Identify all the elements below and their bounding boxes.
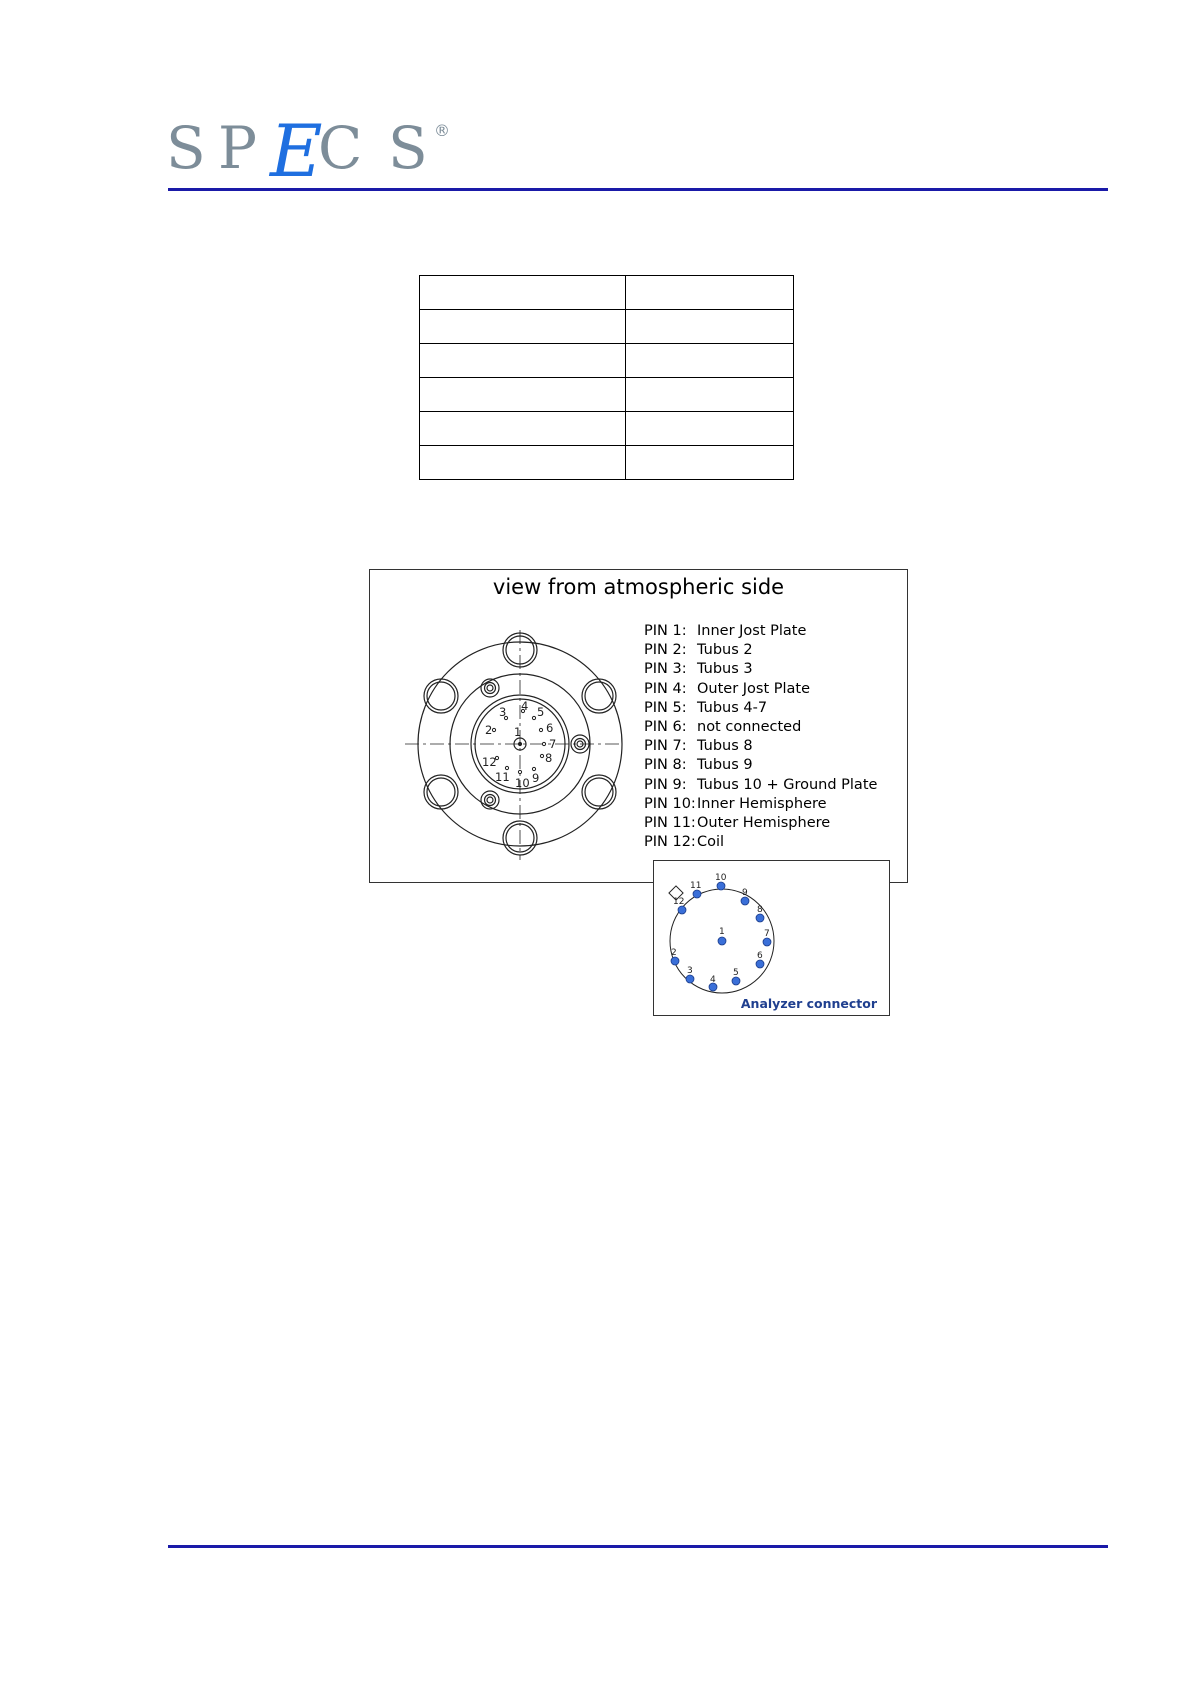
flange-pin-label: 8 (545, 751, 553, 765)
pin-name: not connected (697, 719, 802, 736)
table-cell (626, 446, 794, 480)
connector-pin-label: 9 (742, 888, 748, 898)
pin-row (644, 641, 877, 660)
pin-number: PIN 1: (644, 623, 687, 639)
pin-name: Tubus 3 (697, 661, 753, 678)
flange-pinout-figure (369, 569, 908, 883)
pin-row (644, 622, 877, 641)
table-cell (420, 446, 626, 480)
table-row (420, 378, 794, 412)
table-cell (626, 310, 794, 344)
footer-rule (168, 1545, 1108, 1548)
table-cell (626, 378, 794, 412)
pin-number: PIN 2: (644, 642, 687, 659)
analyzer-connector-inset (653, 860, 890, 1016)
table-cell (420, 310, 626, 344)
analyzer-connector-label: Analyzer connector (740, 996, 877, 1011)
table-cell (420, 276, 626, 310)
pin-name: Outer Hemisphere (697, 815, 831, 832)
pin-number: PIN 6: (644, 719, 687, 736)
connector-pin-label: 12 (673, 897, 685, 907)
pin-number: PIN 3: (644, 661, 687, 678)
pin-number: PIN 4: (644, 680, 687, 697)
flange-pin-label: 2 (485, 723, 493, 737)
pin-row (644, 699, 877, 718)
table-row (420, 412, 794, 446)
connector-pin-label: 7 (764, 929, 770, 939)
pin-name: Tubus 8 (697, 738, 753, 755)
pin-row (644, 795, 877, 814)
logo-letter-e: E (270, 109, 323, 188)
logo-letter-c: C (318, 114, 363, 182)
pin-row (644, 718, 877, 737)
pin-name: Tubus 9 (697, 757, 753, 774)
pin-row (644, 680, 877, 699)
flange-pin-label: 9 (532, 771, 540, 785)
pin-row (644, 737, 877, 756)
specs-logo (166, 108, 466, 188)
pin-name: Tubus 10 + Ground Plate (697, 776, 878, 793)
pin-name: Inner Jost Plate (697, 623, 807, 639)
pin-number: PIN 5: (644, 699, 687, 716)
connector-pin-label: 1 (719, 927, 725, 937)
pin-number: PIN 10: (644, 795, 696, 812)
table-row (420, 276, 794, 310)
pin-row (644, 776, 877, 795)
table-cell (626, 412, 794, 446)
table-row (420, 446, 794, 480)
pin-name: Tubus 4-7 (697, 699, 768, 716)
analyzer-connector-diagram (654, 861, 889, 1015)
registered-mark: ® (434, 121, 450, 140)
pin-number: PIN 8: (644, 757, 687, 774)
pin-row (644, 833, 877, 852)
table-row (420, 310, 794, 344)
pin-name: Coil (697, 834, 725, 851)
figure-title: view from atmospheric side (492, 575, 785, 599)
connector-pin-label: 10 (715, 873, 727, 883)
pin-row (644, 756, 877, 775)
pin-assignment-list (644, 622, 877, 852)
flange-pin-label: 7 (549, 737, 557, 751)
connector-pin-label: 5 (733, 968, 739, 978)
flange-pin-label: 1 (514, 725, 522, 739)
connector-pin-label: 11 (690, 881, 702, 891)
flange-pin-label: 11 (495, 770, 510, 784)
logo-letter-s2: S (388, 114, 428, 182)
table-cell (420, 378, 626, 412)
logo-letter-s1: S (166, 114, 206, 182)
connector-pin-label: 3 (687, 966, 693, 976)
connector-pin-label: 4 (710, 975, 716, 985)
pin-row (644, 814, 877, 833)
table-cell (626, 344, 794, 378)
pin-number: PIN 7: (644, 738, 687, 755)
pin-number: PIN 9: (644, 776, 687, 793)
pin-number: PIN 12: (644, 834, 696, 851)
header-rule (168, 188, 1108, 191)
table-cell (420, 344, 626, 378)
flange-pin-label: 3 (499, 705, 507, 719)
pin-number: PIN 11: (644, 815, 696, 832)
flange-pin-label: 4 (521, 699, 529, 713)
connector-pin-label: 2 (671, 948, 677, 958)
data-table (419, 275, 794, 480)
flange-pin-label: 12 (482, 755, 497, 769)
flange-pin-label: 5 (537, 705, 545, 719)
table-row (420, 344, 794, 378)
pin-row (644, 660, 877, 679)
connector-pin-label: 6 (757, 951, 763, 961)
pin-name: Outer Jost Plate (697, 680, 811, 697)
pin-name: Inner Hemisphere (697, 795, 827, 812)
connector-pin-label: 8 (757, 905, 763, 915)
table-cell (626, 276, 794, 310)
flange-pin-label: 6 (546, 721, 554, 735)
pin-name: Tubus 2 (697, 642, 753, 659)
flange-pin-label: 10 (515, 776, 530, 790)
logo-letter-p: P (218, 114, 258, 182)
table-cell (420, 412, 626, 446)
